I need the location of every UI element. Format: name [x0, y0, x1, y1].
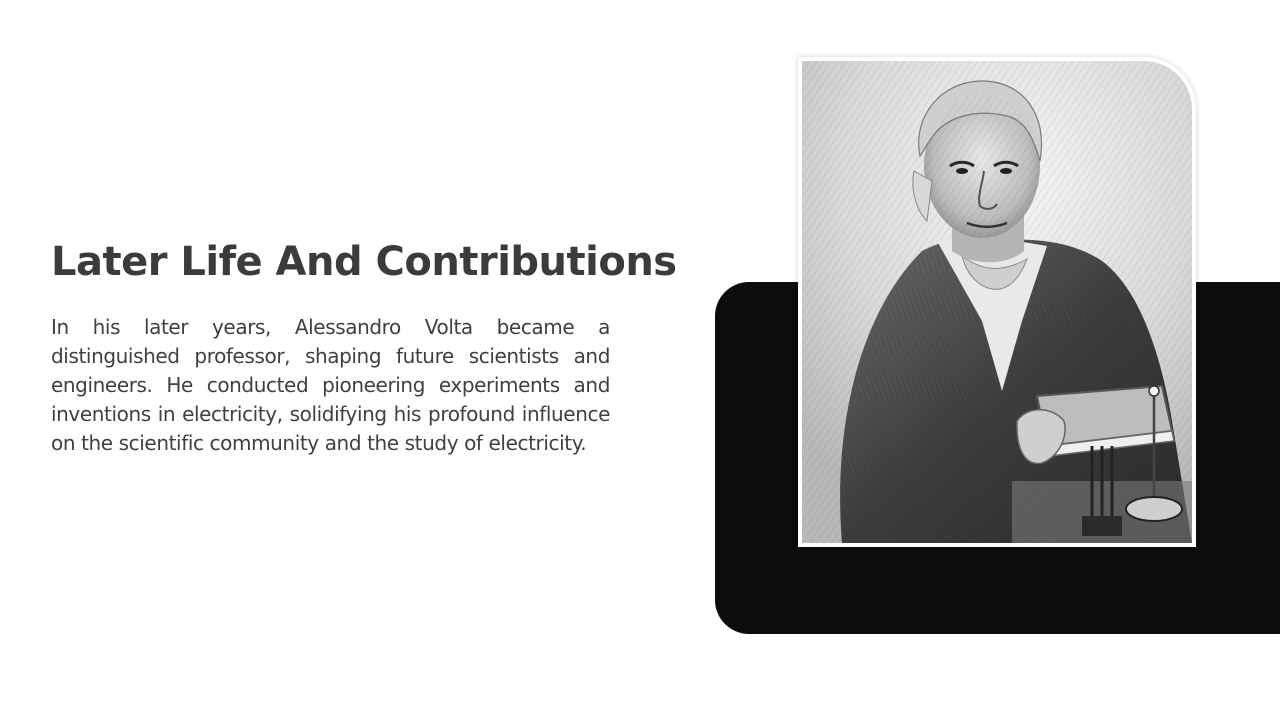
portrait-sketch-icon	[802, 61, 1192, 543]
slide-title: Later Life And Contributions	[51, 239, 677, 285]
volta-portrait-image	[802, 61, 1192, 543]
portrait-frame	[798, 57, 1196, 547]
slide-body-text: In his later years, Alessandro Volta became a distinguished professor, shaping future scientists and engineers. He conducted pioneering experiments and inventions in electricity, solidifying his profound influence on the scientific community and the study of electricity.	[51, 315, 610, 455]
